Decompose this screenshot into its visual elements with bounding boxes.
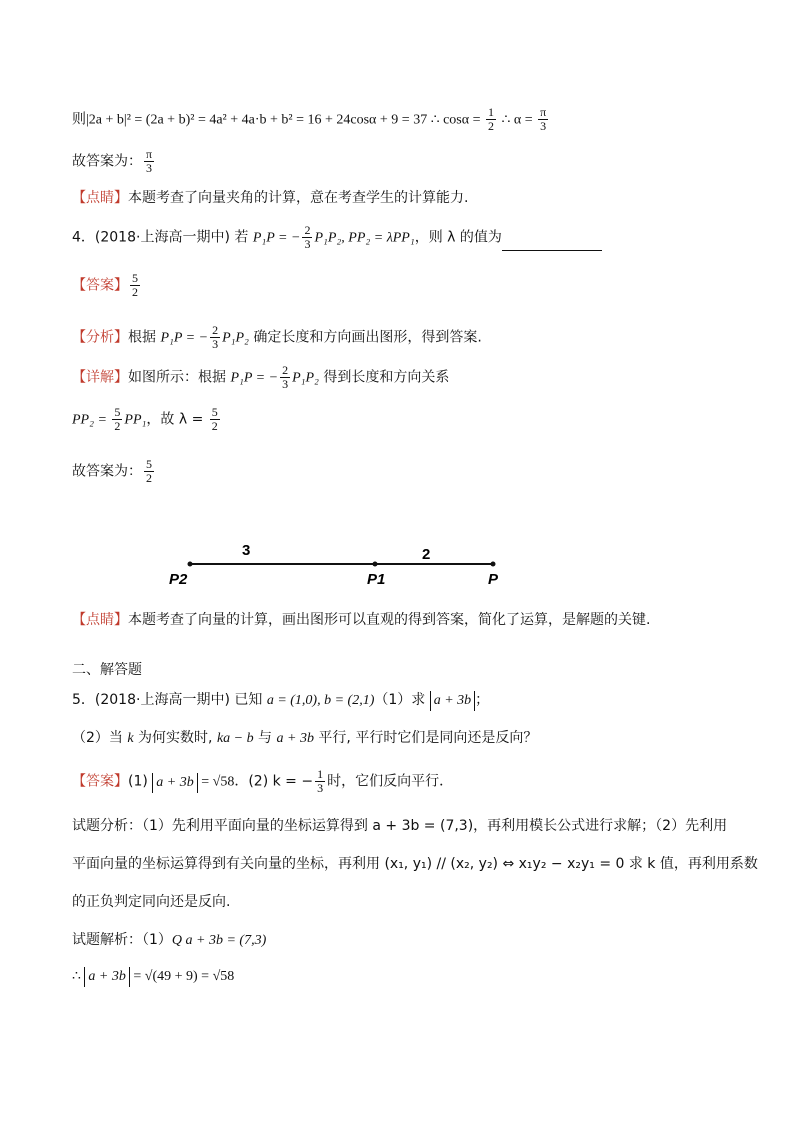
q4-segment-diagram: [160, 538, 520, 590]
q4-answer: [72, 272, 142, 299]
q3-alpha-num: π: [540, 105, 547, 119]
q4-final-label: 故答案为：: [72, 463, 142, 480]
q5-part2-expr2: a + 3b: [276, 731, 314, 746]
q5-part2-with: 与: [253, 730, 277, 746]
point-p1-dot: [373, 562, 378, 567]
q3-equation: 则|2a + b|² = (2a + b)² = 4a² + 4a·b + b² = 16 + 24cosα + 9 = 37 ∴ cosα =: [72, 112, 484, 128]
q5-answer-p1: (1): [128, 773, 153, 790]
q3-alpha-den: 3: [540, 119, 547, 133]
point-label-p2: P2: [169, 571, 188, 588]
q5-stem: [72, 690, 489, 711]
q5-part2-expr1: ka − b: [216, 731, 254, 746]
q4-detail2-lambda-fraction: [210, 406, 220, 433]
q5-answer-eq: = √58: [197, 774, 235, 790]
q5-solution2-tail: = √(49 + 9) = √58: [129, 969, 235, 984]
q3-answer-label: 故答案为：: [72, 153, 142, 170]
q4-detail-frac-den: 3: [282, 377, 289, 391]
q4-stem-tail: ，则 λ 的值为: [414, 229, 502, 246]
q5-answer-num: 1: [317, 767, 324, 781]
q4-detail-tail: 得到长度和方向关系: [318, 369, 450, 386]
q4-detail2-frac-den: 2: [114, 419, 121, 433]
q4-stem: [72, 224, 602, 251]
point-label-p: P: [488, 571, 499, 588]
q5-stem-abs: a + 3b: [430, 691, 475, 711]
q4-detail-math-2: P₁P₂: [292, 370, 319, 386]
q4-analysis-tail: 确定长度和方向画出图形，得到答案.: [248, 329, 482, 346]
q5-analysis-line-3: 的正负判定同向还是反向.: [72, 894, 231, 910]
q4-detail-tag: 【详解】: [72, 369, 128, 386]
q4-analysis-frac-den: 3: [212, 337, 219, 351]
q5-stem-lead: 5．(2018·上海高一期中) 已知: [72, 692, 267, 708]
q5-answer-fraction: [315, 768, 325, 795]
q3-answer-num: π: [146, 147, 153, 161]
q4-final-fraction: [144, 458, 154, 485]
q4-final-num: 5: [146, 457, 152, 471]
q4-detail-frac-num: 2: [282, 363, 289, 377]
q3-cos-num: 1: [488, 105, 494, 119]
q3-answer-fraction: [144, 148, 154, 175]
q3-equation-line: [72, 106, 550, 133]
point-p-dot: [491, 562, 496, 567]
q4-stem-lead: 4．(2018·上海高一期中) 若: [72, 229, 253, 246]
q3-alpha-fraction: [538, 106, 548, 133]
q5-answer-p2: ．(2) k = −: [234, 773, 314, 790]
q5-solution: [72, 930, 266, 951]
q3-dianjing-tag: 【点睛】: [72, 190, 128, 206]
q4-answer-den: 2: [132, 285, 138, 299]
q3-cos-fraction: [486, 106, 496, 133]
segment-label-right: 2: [422, 546, 431, 563]
q5-part2-k: k: [127, 731, 134, 746]
q5-solution2-abs: a + 3b: [84, 967, 129, 987]
q5-stem-end: ；: [475, 692, 490, 708]
q4-detail2-lam-num: 5: [211, 405, 218, 419]
q5-part2-mid: 为何实数时,: [133, 730, 217, 746]
q4-final: [72, 458, 156, 485]
q4-stem-math-1: P₁P = −: [252, 230, 301, 246]
q4-detail-lead: 如图所示：根据: [128, 369, 231, 386]
q4-analysis-fraction: [210, 324, 220, 351]
q4-analysis-lead: 根据: [128, 329, 161, 346]
point-p2-dot: [188, 562, 193, 567]
q3-cos-den: 2: [488, 119, 494, 133]
q5-answer-den: 3: [317, 781, 324, 795]
q4-analysis: [72, 324, 482, 351]
q4-dianjing-text: 本题考查了向量的计算，画出图形可以直观的得到答案，简化了运算，是解题的关键.: [128, 612, 651, 628]
q4-analysis-math-1: P₁P = −: [160, 330, 209, 346]
q5-answer-abs: a + 3b: [152, 773, 197, 793]
q4-detail-2: [72, 406, 222, 433]
q4-answer-fraction: [130, 272, 140, 299]
q4-detail2-math-1: PP₂ =: [72, 412, 111, 428]
q3-dianjing-text: 本题考查了向量夹角的计算，意在考查学生的计算能力.: [128, 190, 469, 206]
q4-dianjing: [72, 610, 650, 630]
q4-answer-blank: [502, 236, 602, 251]
q4-detail2-lam-den: 2: [211, 419, 218, 433]
q5-answer-tag: 【答案】: [72, 773, 128, 790]
q3-alpha-lead: ∴ α =: [498, 112, 537, 128]
q4-analysis-frac-num: 2: [212, 323, 219, 337]
q4-detail2-fraction: [112, 406, 122, 433]
q4-detail-math-1: P₁P = −: [230, 370, 279, 386]
q5-stem-math: a = (1,0), b = (2,1): [266, 693, 375, 708]
q4-detail2-math-2: PP₁: [124, 412, 147, 428]
q4-stem-frac-den: 3: [304, 237, 311, 251]
q4-stem-math-2: P₁P₂, PP₂ = λPP₁: [314, 230, 415, 246]
q4-analysis-math-2: P₁P₂: [222, 330, 249, 346]
q5-answer: [72, 768, 453, 795]
q4-dianjing-tag: 【点睛】: [72, 612, 128, 628]
q4-analysis-tag: 【分析】: [72, 329, 128, 346]
point-label-p1: P1: [367, 571, 386, 588]
q5-part2-lead: （2）当: [72, 730, 128, 746]
q5-solution-math: Q a + 3b = (7,3): [171, 933, 267, 948]
q4-detail2-frac-num: 5: [114, 405, 121, 419]
q4-answer-num: 5: [132, 271, 138, 285]
q4-answer-tag: 【答案】: [72, 277, 128, 294]
section-heading: 二、解答题: [72, 662, 142, 678]
q4-detail: [72, 364, 449, 391]
q5-part2-tail: 平行, 平行时它们是同向还是反向？: [313, 730, 538, 746]
q5-analysis-line-1: 试题分析：（1）先利用平面向量的坐标运算得到 a + 3b = (7,3)，再利用模长公式进行求解；（2）先利用: [72, 818, 728, 834]
q5-answer-tail: 时，它们反向平行．: [327, 773, 454, 790]
q5-part2: [72, 728, 537, 749]
q3-answer-den: 3: [146, 161, 153, 175]
q4-detail-fraction: [280, 364, 290, 391]
q5-solution2-lead: ∴: [72, 969, 85, 984]
q4-stem-fraction: [302, 224, 312, 251]
segment-label-left: 3: [242, 542, 251, 559]
q5-stem-part1: （1）求: [374, 692, 430, 708]
q4-stem-frac-num: 2: [304, 223, 311, 237]
q4-final-den: 2: [146, 471, 152, 485]
q5-solution-label: 试题解析：（1）: [72, 932, 172, 948]
q3-answer-line: [72, 148, 156, 175]
q4-detail2-mid: ，故 λ =: [146, 411, 208, 428]
q5-analysis-line-2: 平面向量的坐标运算得到有关向量的坐标，再利用 (x₁, y₁) // (x₂, y₂) ⇔ x₁y₂ − x₂y₁ = 0 求 k 值，再利用系数: [72, 856, 758, 872]
q5-solution-2: [72, 966, 234, 987]
q3-dianjing: [72, 188, 468, 208]
